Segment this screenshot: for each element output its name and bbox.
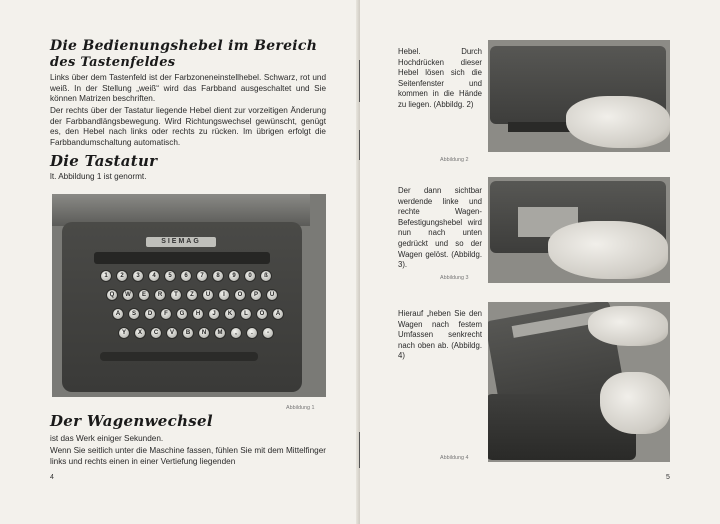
paragraph-carriage-change-grip: Wenn Sie seitlich unter die Maschine fassen, fühlen Sie mit dem Mittelfinger links und rechts einen in einer Vertiefung liegenden bbox=[50, 446, 326, 466]
typewriter-key: M bbox=[214, 327, 226, 339]
figure-4-photo bbox=[488, 302, 670, 462]
typewriter-key: L bbox=[240, 308, 252, 320]
hand-icon bbox=[600, 372, 670, 434]
typewriter-key: P bbox=[250, 289, 262, 301]
figure-1-typewriter-photo bbox=[52, 194, 326, 397]
typewriter-key: H bbox=[192, 308, 204, 320]
paragraph-keyboard: lt. Abbildung 1 ist genormt. bbox=[50, 172, 147, 181]
paragraph-ribbon-direction: Der rechts über der Tastatur liegende Hebel dient zur vorzeitigen Änderung der Farbbandlängsbewegung. Wird Richtungswechsel gewünscht, genügt es, den Hebel nach links oder rechts zu rücken. Im übrigen erfolgt die Farbbandumschaltung automatisch. bbox=[50, 106, 326, 147]
paragraph-side-windows: Hebel. Durch Hochdrücken dieser Hebel lösen sich die Seitenfenster und kommen in die Hände zu liegen. (Abbildg. 2) bbox=[398, 47, 482, 109]
typewriter-key: 7 bbox=[196, 270, 208, 282]
typewriter-key: O bbox=[234, 289, 246, 301]
heading-controls-line2: des Tastenfeldes bbox=[50, 55, 176, 70]
figure-3-photo bbox=[488, 177, 670, 283]
typewriter-key: 4 bbox=[148, 270, 160, 282]
typewriter-key: Ö bbox=[256, 308, 268, 320]
typewriter-key: 3 bbox=[132, 270, 144, 282]
typewriter-key: , bbox=[230, 327, 242, 339]
hand-icon bbox=[566, 96, 670, 148]
typewriter-key: Ü bbox=[266, 289, 278, 301]
typewriter-key: - bbox=[262, 327, 274, 339]
typewriter-key: G bbox=[176, 308, 188, 320]
typewriter-key: J bbox=[208, 308, 220, 320]
typewriter-key: V bbox=[166, 327, 178, 339]
hand-icon bbox=[588, 306, 668, 346]
typewriter-brand-plate: SIEMAG bbox=[146, 237, 216, 247]
typewriter-key: Z bbox=[186, 289, 198, 301]
heading-controls-line1: Die Bedienungshebel im Bereich bbox=[50, 38, 318, 54]
typewriter-key: A bbox=[112, 308, 124, 320]
hand-icon bbox=[548, 221, 668, 279]
typewriter-key: D bbox=[144, 308, 156, 320]
typewriter-key: X bbox=[134, 327, 146, 339]
typewriter-key: 8 bbox=[212, 270, 224, 282]
paragraph-carriage-levers: Der dann sichtbar werdende linke und rechte Wagen-Befestigungshebel wird nun nach unten gedrückt und so der Wagen gelöst. (Abbildg. 3). bbox=[398, 186, 482, 270]
typewriter-key: Q bbox=[106, 289, 118, 301]
typewriter-key: 5 bbox=[164, 270, 176, 282]
typewriter-function-row bbox=[94, 252, 270, 264]
paragraph-ribbon-lever: Links über dem Tastenfeld ist der Farbzoneneinstellhebel. Schwarz, rot und weiß. In der Stellung „weiß“ wird das Farbband ausgeschaltet und Sie können Matrizen beschriften. bbox=[50, 73, 326, 104]
typewriter-key: K bbox=[224, 308, 236, 320]
typewriter-key: R bbox=[154, 289, 166, 301]
typewriter-key: S bbox=[128, 308, 140, 320]
typewriter-key: C bbox=[150, 327, 162, 339]
typewriter-key: T bbox=[170, 289, 182, 301]
paragraph-lift-carriage: Hierauf „heben Sie den Wagen nach festem Umfassen senkrecht nach oben ab. (Abbildg. 4) bbox=[398, 309, 482, 361]
typewriter-key: ß bbox=[260, 270, 272, 282]
figure-2-photo bbox=[488, 40, 670, 152]
typewriter-key: Y bbox=[118, 327, 130, 339]
typewriter-key: 6 bbox=[180, 270, 192, 282]
page-number-left: 4 bbox=[50, 474, 54, 481]
figure-1-caption: Abbildung 1 bbox=[286, 405, 315, 411]
right-page bbox=[360, 0, 720, 524]
typewriter-key: U bbox=[202, 289, 214, 301]
page-number-right: 5 bbox=[666, 474, 670, 481]
typewriter-key: 2 bbox=[116, 270, 128, 282]
figure-3-caption: Abbildung 3 bbox=[440, 275, 469, 281]
typewriter-key: F bbox=[160, 308, 172, 320]
figure-4-caption: Abbildung 4 bbox=[440, 455, 469, 461]
figure-2-caption: Abbildung 2 bbox=[440, 157, 469, 163]
typewriter-key: 0 bbox=[244, 270, 256, 282]
typewriter-key: Ä bbox=[272, 308, 284, 320]
heading-keyboard: Die Tastatur bbox=[50, 152, 158, 170]
typewriter-key: . bbox=[246, 327, 258, 339]
typewriter-body bbox=[62, 222, 302, 392]
typewriter-spacebar bbox=[100, 352, 258, 361]
typewriter-key: I bbox=[218, 289, 230, 301]
typewriter-key: B bbox=[182, 327, 194, 339]
typewriter-key: 9 bbox=[228, 270, 240, 282]
heading-carriage-change: Der Wagenwechsel bbox=[50, 412, 213, 430]
typewriter-key: E bbox=[138, 289, 150, 301]
typewriter-key: N bbox=[198, 327, 210, 339]
typewriter-key: W bbox=[122, 289, 134, 301]
typewriter-key: 1 bbox=[100, 270, 112, 282]
paragraph-carriage-change-intro: ist das Werk einiger Sekunden. bbox=[50, 434, 164, 443]
